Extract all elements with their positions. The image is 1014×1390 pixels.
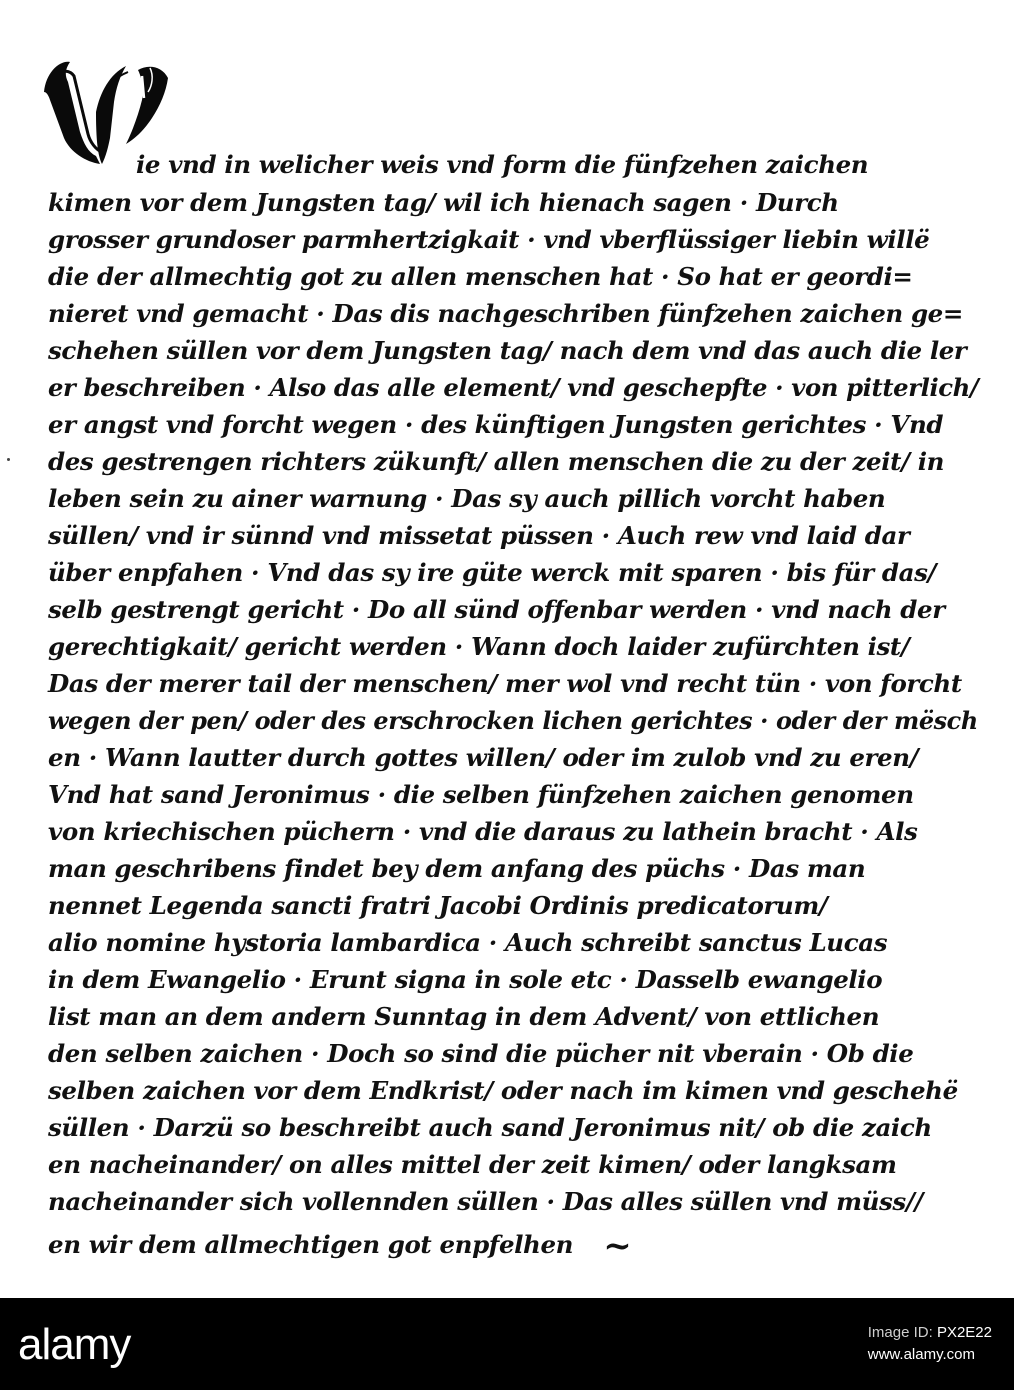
- manuscript-line: en nacheinander/ on alles mittel der zeit kimen/ oder langksam: [48, 1150, 897, 1179]
- image-id-label: Image ID:: [867, 1324, 933, 1341]
- manuscript-line: wegen der pen/ oder des erschrocken lichen gerichtes · oder der mësch: [48, 706, 978, 735]
- manuscript-line: er beschreiben · Also das alle element/ vnd geschepfte · von pitterlich/: [48, 373, 979, 402]
- stock-url: www.alamy.com: [867, 1346, 975, 1363]
- margin-ink-speck: [7, 458, 10, 461]
- manuscript-line: man geschribens findet bey dem anfang des püchs · Das man: [48, 854, 866, 883]
- manuscript-line: von kriechischen püchern · vnd die daraus zu lathein bracht · Als: [48, 817, 918, 846]
- manuscript-line: en · Wann lautter durch gottes willen/ oder im zulob vnd zu eren/: [48, 743, 919, 772]
- manuscript-line: die der allmechtig got zu allen menschen hat · So hat er geordi=: [48, 262, 913, 291]
- manuscript-line: nennet Legenda sancti fratri Jacobi Ordinis predicatorum/: [48, 891, 828, 920]
- manuscript-line: alio nomine hystoria lambardica · Auch schreibt sanctus Lucas: [48, 928, 888, 957]
- manuscript-line: grosser grundoser parmhertzigkait · vnd vberflüssiger liebin willë: [48, 225, 930, 254]
- manuscript-text: [48, 0, 978, 1298]
- manuscript-line: er angst vnd forcht wegen · des künftigen Jungsten gerichtes · Vnd: [48, 410, 944, 439]
- manuscript-line: des gestrengen richters zükunft/ allen menschen die zu der zeit/ in: [48, 447, 945, 476]
- manuscript-line: süllen/ vnd ir sünnd vnd missetat püssen · Auch rew vnd laid dar: [48, 521, 910, 550]
- manuscript-line: Das der merer tail der menschen/ mer wol vnd recht tün · von forcht: [48, 669, 962, 698]
- manuscript-line: süllen · Darzü so beschreibt auch sand Jeronimus nit/ ob die zaich: [48, 1113, 932, 1142]
- manuscript-line: list man an dem andern Sunntag in dem Advent/ von ettlichen: [48, 1002, 880, 1031]
- stock-logo: alamy: [18, 1320, 131, 1369]
- stock-watermark-bar: [0, 1298, 1014, 1390]
- manuscript-line: über enpfahen · Vnd das sy ire güte werck mit sparen · bis für das/: [48, 558, 937, 587]
- manuscript-line: selben zaichen vor dem Endkrist/ oder nach im kimen vnd geschehë: [48, 1076, 958, 1105]
- manuscript-line: nacheinander sich vollennden süllen · Das alles süllen vnd müss//: [48, 1187, 923, 1216]
- manuscript-line-text: en wir dem allmechtigen got enpfelhen: [48, 1230, 574, 1259]
- manuscript-line: nieret vnd gemacht · Das dis nachgeschriben fünfzehen zaichen ge=: [48, 299, 964, 328]
- ending-flourish: ~: [603, 1226, 632, 1266]
- manuscript-line: in dem Ewangelio · Erunt signa in sole etc · Dasselb ewangelio: [48, 965, 883, 994]
- stock-image-info: [868, 1322, 992, 1366]
- manuscript-line: gerechtigkait/ gericht werden · Wann doch laider zufürchten ist/: [48, 632, 910, 661]
- manuscript-line: schehen süllen vor dem Jungsten tag/ nach dem vnd das auch die ler: [48, 336, 967, 365]
- manuscript-line: Vnd hat sand Jeronimus · die selben fünfzehen zaichen genomen: [48, 780, 914, 809]
- manuscript-line: ie vnd in welicher weis vnd form die fünfzehen zaichen: [136, 150, 869, 179]
- manuscript-line: den selben zaichen · Doch so sind die pücher nit vberain · Ob die: [48, 1039, 914, 1068]
- manuscript-line: selb gestrengt gericht · Do all sünd offenbar werden · vnd nach der: [48, 595, 945, 624]
- manuscript-line-last: [48, 1222, 632, 1266]
- image-id-value: PX2E22: [936, 1324, 992, 1341]
- manuscript-line: leben sein zu ainer warnung · Das sy auch pillich vorcht haben: [48, 484, 886, 513]
- manuscript-line: kimen vor dem Jungsten tag/ wil ich hienach sagen · Durch: [48, 188, 839, 217]
